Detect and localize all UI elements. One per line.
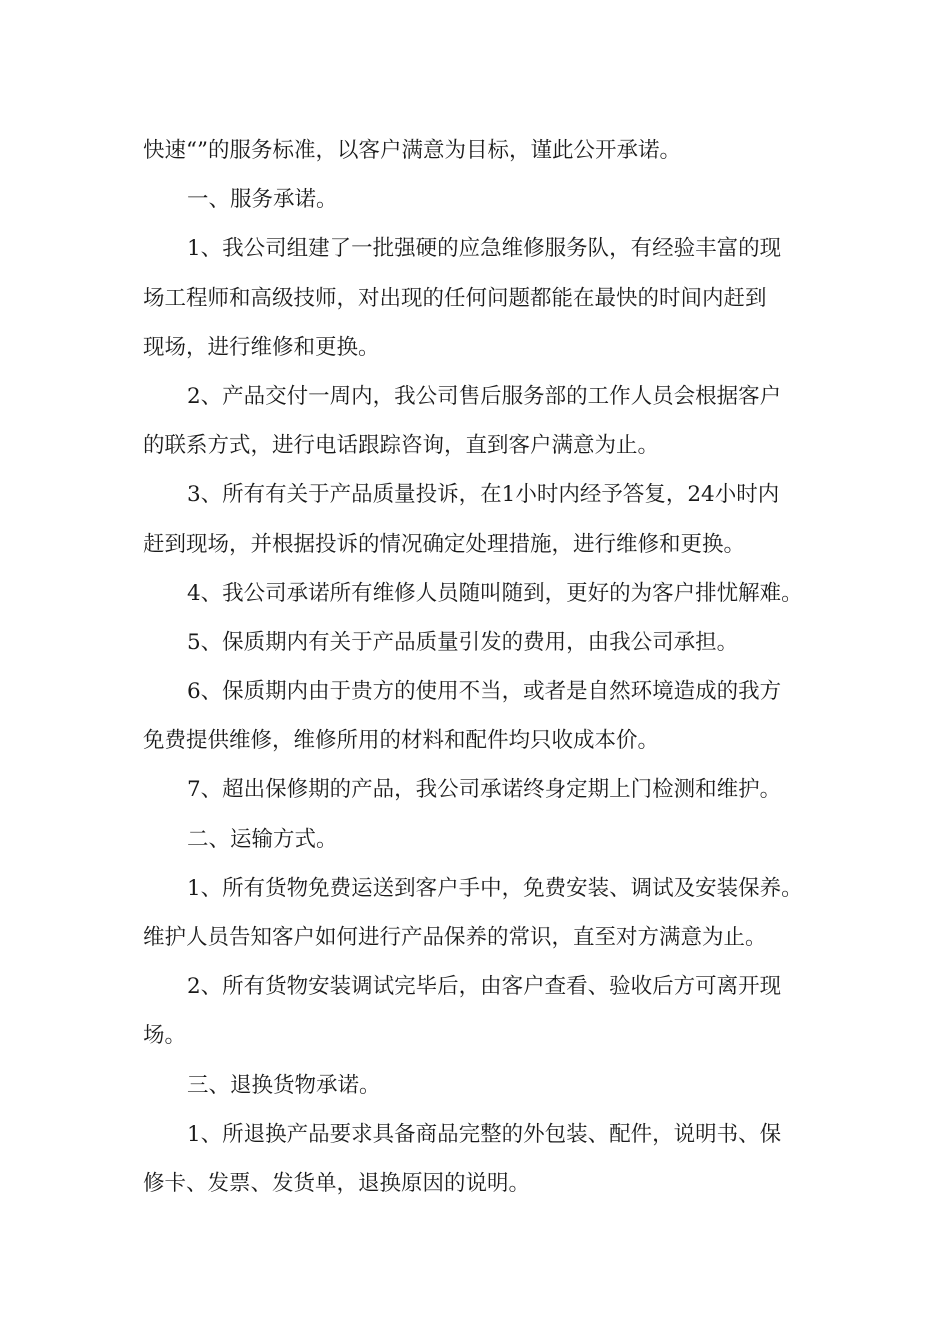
text-line-14: 7、超出保修期的产品，我公司承诺终身定期上门检测和维护。 bbox=[187, 777, 782, 803]
text-line-19: 场。 bbox=[143, 1023, 187, 1049]
text-line-9: 赶到现场，并根据投诉的情况确定处理措施，进行维修和更换。 bbox=[143, 531, 746, 557]
text-line-6: 2、产品交付一周内，我公司售后服务部的工作人员会根据客户 bbox=[187, 383, 782, 409]
text-line-7: 的联系方式，进行电话跟踪咨询，直到客户满意为止。 bbox=[143, 433, 660, 459]
text-line-22: 修卡、发票、发货单，退换原因的说明。 bbox=[143, 1170, 531, 1196]
text-line-18: 2、所有货物安装调试完毕后，由客户查看、验收后方可离开现 bbox=[187, 974, 782, 1000]
document-body bbox=[143, 126, 815, 1208]
text-line-17: 维护人员告知客户如何进行产品保养的常识，直至对方满意为止。 bbox=[143, 925, 767, 950]
text-line-1: 快速“”的服务标准，以客户满意为目标，谨此公开承诺。 bbox=[143, 138, 681, 163]
text-line-3: 1、我公司组建了一批强硬的应急维修服务队，有经验丰富的现 bbox=[187, 236, 782, 262]
text-line-12: 6、保质期内由于贵方的使用不当，或者是自然环境造成的我方 bbox=[187, 679, 782, 705]
text-line-11: 5、保质期内有关于产品质量引发的费用，由我公司承担。 bbox=[187, 629, 739, 655]
section-heading-returns: 三、退换货物承诺。 bbox=[187, 1072, 381, 1098]
section-heading-service: 一、服务承诺。 bbox=[187, 187, 338, 213]
text-line-8: 3、所有有关于产品质量投诉，在1小时内经予答复，24小时内 bbox=[187, 482, 780, 508]
text-line-16: 1、所有货物免费运送到客户手中，免费安装、调试及安装保养。 bbox=[187, 875, 803, 901]
text-line-4: 场工程师和高级技师，对出现的任何问题都能在最快的时间内赶到 bbox=[143, 285, 767, 311]
text-line-10: 4、我公司承诺所有维修人员随叫随到，更好的为客户排忧解难。 bbox=[187, 580, 803, 606]
text-line-5: 现场，进行维修和更换。 bbox=[143, 334, 380, 360]
text-line-13: 免费提供维修，维修所用的材料和配件均只收成本价。 bbox=[143, 728, 660, 754]
section-heading-transport: 二、运输方式。 bbox=[187, 826, 338, 852]
text-line-21: 1、所退换产品要求具备商品完整的外包装、配件，说明书、保 bbox=[187, 1121, 782, 1147]
